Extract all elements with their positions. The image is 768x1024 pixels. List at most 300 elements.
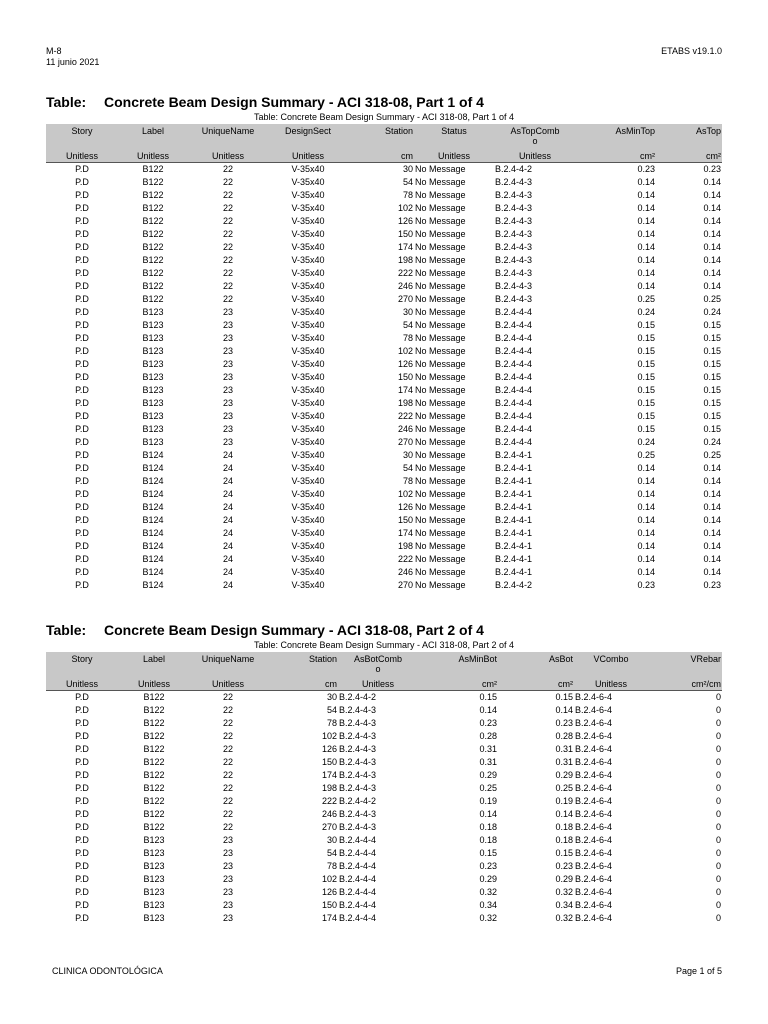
table-cell: 0.14 [637, 554, 655, 564]
table2-title [46, 622, 484, 638]
table-cell: V-35x40 [291, 229, 325, 239]
table-row [46, 704, 722, 717]
column-header: Story [46, 652, 118, 678]
table-row [46, 527, 722, 540]
table-cell: B.2.4-4-3 [495, 229, 533, 239]
table-cell: 0.14 [703, 463, 721, 473]
column-unit: cm² [576, 150, 656, 163]
table-cell: P.D [75, 424, 89, 434]
table-cell: 22 [222, 744, 233, 754]
table-row [46, 241, 722, 254]
table-cell: 126 [321, 744, 337, 754]
table-cell: P.D [75, 822, 89, 832]
table-cell: V-35x40 [291, 502, 325, 512]
table-cell: 0.31 [555, 744, 573, 754]
table-cell: B122 [143, 731, 165, 741]
table-cell: 23 [222, 900, 233, 910]
table-cell: 0 [715, 913, 721, 923]
table-cell: B.2.4-4-4 [339, 835, 377, 845]
table-cell: B.2.4-4-4 [495, 333, 533, 343]
table-row [46, 540, 722, 553]
table-cell: 0.15 [703, 385, 721, 395]
table-cell: B124 [142, 489, 164, 499]
table-cell: 22 [222, 731, 233, 741]
table-cell: No Message [415, 424, 466, 434]
table-row [46, 691, 722, 705]
table-cell: 23 [222, 835, 233, 845]
table-cell: 24 [222, 528, 233, 538]
table-cell: 0 [715, 809, 721, 819]
column-unit: Unitless [190, 678, 266, 691]
table-cell: 222 [321, 796, 337, 806]
table-cell: No Message [415, 346, 466, 356]
table-cell: 23 [222, 424, 233, 434]
table-cell: V-35x40 [291, 554, 325, 564]
table-cell: 0.14 [637, 242, 655, 252]
table-cell: 24 [222, 463, 233, 473]
table-cell: B122 [142, 281, 164, 291]
table-cell: 0.15 [703, 320, 721, 330]
column-unit: cm [348, 150, 414, 163]
table-cell: 30 [326, 835, 337, 845]
table-cell: 198 [397, 398, 413, 408]
table-cell: No Message [415, 359, 466, 369]
table-cell: V-35x40 [291, 216, 325, 226]
table-cell: No Message [415, 203, 466, 213]
table-cell: 0.14 [703, 476, 721, 486]
table-cell: 150 [397, 372, 413, 382]
column-unit: cm² [656, 150, 722, 163]
table-cell: 0.14 [703, 502, 721, 512]
table-cell: 0.14 [637, 489, 655, 499]
table2-title-text: Concrete Beam Design Summary - ACI 318-08, Part 2 of 4 [104, 622, 484, 638]
table-row [46, 332, 722, 345]
table-cell: 0.15 [703, 346, 721, 356]
table-cell: P.D [75, 372, 89, 382]
table-cell: 78 [402, 333, 413, 343]
table-row [46, 319, 722, 332]
table-cell: 0.15 [637, 359, 655, 369]
table-cell: B.2.4-4-1 [495, 554, 533, 564]
table-cell: 222 [397, 268, 413, 278]
table-row [46, 358, 722, 371]
table1-title [46, 94, 484, 110]
table-cell: 23 [222, 346, 233, 356]
table-cell: 0.29 [555, 874, 573, 884]
table-cell: 0.14 [703, 515, 721, 525]
table-cell: B.2.4-4-1 [495, 515, 533, 525]
table-cell: P.D [75, 835, 89, 845]
table-row [46, 189, 722, 202]
table-cell: V-35x40 [291, 541, 325, 551]
table-row [46, 267, 722, 280]
table-cell: P.D [75, 203, 89, 213]
document-code: M-8 [46, 46, 62, 56]
table-cell: P.D [75, 242, 89, 252]
table-cell: 270 [397, 294, 413, 304]
table-cell: 22 [222, 255, 233, 265]
table-cell: 102 [397, 346, 413, 356]
table-cell: P.D [75, 731, 89, 741]
table-cell: 0.18 [555, 822, 573, 832]
table-cell: 54 [326, 705, 337, 715]
table-cell: 0 [715, 744, 721, 754]
table-cell: 150 [397, 229, 413, 239]
table-cell: 0.31 [479, 757, 497, 767]
table-cell: 0.14 [555, 705, 573, 715]
table-row [46, 808, 722, 821]
table2-units-row [46, 678, 722, 691]
table-cell: 0.14 [637, 216, 655, 226]
table-cell: 22 [222, 177, 233, 187]
table-cell: 0.25 [555, 783, 573, 793]
table-cell: B.2.4-4-3 [339, 770, 377, 780]
table-cell: B.2.4-4-4 [339, 848, 377, 858]
table-cell: P.D [75, 476, 89, 486]
table-cell: B123 [142, 333, 164, 343]
table-cell: 270 [321, 822, 337, 832]
software-version: ETABS v19.1.0 [661, 46, 722, 56]
table-cell: 54 [402, 177, 413, 187]
table-row [46, 782, 722, 795]
table-cell: V-35x40 [291, 424, 325, 434]
table-cell: 22 [222, 718, 233, 728]
table-cell: 30 [402, 450, 413, 460]
table-cell: B123 [142, 398, 164, 408]
table-cell: B122 [143, 783, 165, 793]
table-cell: B.2.4-6-4 [575, 822, 613, 832]
table-cell: 78 [402, 476, 413, 486]
table-cell: 0.15 [637, 372, 655, 382]
table-cell: B.2.4-6-4 [575, 809, 613, 819]
column-header: AsMinBot [418, 652, 498, 678]
table-cell: V-35x40 [291, 567, 325, 577]
table-cell: P.D [75, 783, 89, 793]
column-header: DesignSect [268, 124, 348, 150]
column-unit: cm [266, 678, 338, 691]
table-cell: 22 [222, 203, 233, 213]
table-row [46, 860, 722, 873]
table-row [46, 202, 722, 215]
table-cell: 246 [397, 281, 413, 291]
column-header: VRebar [648, 652, 722, 678]
table-cell: 126 [321, 887, 337, 897]
table-cell: 0.15 [637, 333, 655, 343]
column-header: Label [118, 652, 190, 678]
table-cell: B123 [142, 385, 164, 395]
table-cell: B122 [143, 718, 165, 728]
footer-page-number: Page 1 of 5 [675, 966, 722, 976]
table1-caption: Table: Concrete Beam Design Summary - ACI 318-08, Part 1 of 4 [253, 112, 515, 122]
table-cell: B122 [142, 177, 164, 187]
table-cell: 150 [321, 900, 337, 910]
table-cell: B.2.4-4-3 [495, 268, 533, 278]
table-cell: 0.15 [479, 692, 497, 702]
table-cell: B122 [142, 255, 164, 265]
table-cell: B124 [142, 541, 164, 551]
table-cell: 22 [222, 294, 233, 304]
table-cell: 0.32 [555, 887, 573, 897]
design-summary-table-part2 [46, 652, 722, 925]
table-cell: 0.15 [479, 848, 497, 858]
table-cell: 0.14 [637, 190, 655, 200]
column-unit: Unitless [494, 150, 576, 163]
table-cell: P.D [75, 861, 89, 871]
table-cell: P.D [75, 692, 89, 702]
table-cell: P.D [75, 333, 89, 343]
table-cell: 0 [715, 900, 721, 910]
table-cell: 78 [402, 190, 413, 200]
table-cell: 174 [397, 385, 413, 395]
table-cell: 0.14 [703, 489, 721, 499]
table-cell: 24 [222, 580, 233, 590]
table-cell: 0.14 [703, 541, 721, 551]
table2-body [46, 691, 722, 926]
table-cell: B.2.4-4-4 [495, 372, 533, 382]
table-cell: No Message [415, 229, 466, 239]
column-header: AsBot [498, 652, 574, 678]
table-row [46, 834, 722, 847]
table-cell: B124 [142, 528, 164, 538]
table-cell: B.2.4-6-4 [575, 835, 613, 845]
table-cell: B.2.4-6-4 [575, 692, 613, 702]
table-cell: 0.14 [637, 463, 655, 473]
table-cell: V-35x40 [291, 437, 325, 447]
table-cell: B122 [143, 809, 165, 819]
table-cell: V-35x40 [291, 177, 325, 187]
table-cell: P.D [75, 216, 89, 226]
table-cell: B122 [142, 203, 164, 213]
table-cell: B124 [142, 476, 164, 486]
table-cell: No Message [415, 411, 466, 421]
table-cell: No Message [415, 567, 466, 577]
table-cell: B.2.4-4-4 [495, 307, 533, 317]
table-cell: B.2.4-6-4 [575, 705, 613, 715]
table-cell: No Message [415, 216, 466, 226]
table-cell: B.2.4-6-4 [575, 744, 613, 754]
table-cell: B123 [142, 346, 164, 356]
table-cell: 22 [222, 692, 233, 702]
table-cell: 22 [222, 216, 233, 226]
table-cell: 0.23 [637, 580, 655, 590]
table-cell: 22 [222, 783, 233, 793]
table-cell: B123 [143, 887, 165, 897]
table-cell: B.2.4-4-4 [339, 874, 377, 884]
table-cell: B.2.4-4-4 [339, 887, 377, 897]
table-cell: 150 [321, 757, 337, 767]
table-cell: V-35x40 [291, 164, 325, 174]
table-cell: B.2.4-6-4 [575, 796, 613, 806]
table-cell: 0.15 [637, 346, 655, 356]
table-cell: 0.14 [703, 528, 721, 538]
table-cell: 54 [326, 848, 337, 858]
table-cell: B.2.4-4-4 [339, 861, 377, 871]
table-cell: V-35x40 [291, 203, 325, 213]
table-cell: 222 [397, 411, 413, 421]
document-date: 11 junio 2021 [46, 57, 100, 67]
table-cell: B122 [142, 294, 164, 304]
table-cell: V-35x40 [291, 320, 325, 330]
table-cell: 0.29 [479, 770, 497, 780]
table-cell: 23 [222, 307, 233, 317]
table-cell: 0.25 [479, 783, 497, 793]
column-header: Station [348, 124, 414, 150]
table-cell: P.D [75, 887, 89, 897]
table-cell: 126 [397, 216, 413, 226]
table-cell: B.2.4-4-1 [495, 502, 533, 512]
table-cell: 0.19 [555, 796, 573, 806]
table-cell: 24 [222, 502, 233, 512]
table-cell: 0.14 [703, 567, 721, 577]
table-cell: 23 [222, 359, 233, 369]
table-cell: 174 [321, 913, 337, 923]
table-cell: B.2.4-4-4 [495, 398, 533, 408]
table-cell: 102 [321, 731, 337, 741]
table-cell: B.2.4-4-2 [339, 796, 377, 806]
table-cell: No Message [415, 294, 466, 304]
table-row [46, 410, 722, 423]
table-cell: P.D [75, 874, 89, 884]
table-cell: B.2.4-4-2 [495, 580, 533, 590]
table2-header-row [46, 652, 722, 678]
table-cell: B.2.4-4-3 [339, 757, 377, 767]
table-cell: B123 [142, 320, 164, 330]
table-cell: V-35x40 [291, 580, 325, 590]
table-row [46, 514, 722, 527]
column-header: UniqueName [190, 652, 266, 678]
table-row [46, 254, 722, 267]
table-row [46, 873, 722, 886]
table-cell: 0.23 [479, 718, 497, 728]
table-cell: 0.15 [703, 424, 721, 434]
table-cell: 22 [222, 268, 233, 278]
table-cell: B.2.4-6-4 [575, 874, 613, 884]
table-cell: 0.15 [555, 692, 573, 702]
column-header: AsMinTop [576, 124, 656, 150]
table-row [46, 756, 722, 769]
table-cell: B123 [142, 411, 164, 421]
table-cell: P.D [75, 437, 89, 447]
design-summary-table-part1 [46, 124, 722, 592]
table-cell: 0.14 [637, 203, 655, 213]
table-cell: P.D [75, 398, 89, 408]
table-cell: 30 [402, 307, 413, 317]
table-cell: B.2.4-4-3 [495, 177, 533, 187]
table-row [46, 769, 722, 782]
table-row [46, 553, 722, 566]
table-cell: B.2.4-4-3 [339, 744, 377, 754]
table-cell: 23 [222, 333, 233, 343]
table-row [46, 345, 722, 358]
column-unit: cm² [418, 678, 498, 691]
table-cell: B.2.4-6-4 [575, 783, 613, 793]
table-cell: V-35x40 [291, 463, 325, 473]
table-cell: 23 [222, 874, 233, 884]
table-cell: 0.28 [555, 731, 573, 741]
table-cell: No Message [415, 242, 466, 252]
table-cell: V-35x40 [291, 333, 325, 343]
table-cell: No Message [415, 489, 466, 499]
table-cell: 22 [222, 809, 233, 819]
table-cell: V-35x40 [291, 359, 325, 369]
table-cell: P.D [75, 190, 89, 200]
table-cell: B124 [142, 463, 164, 473]
table-cell: B.2.4-4-4 [339, 913, 377, 923]
table-cell: 0.25 [703, 450, 721, 460]
table-cell: P.D [75, 346, 89, 356]
table-cell: 0.23 [703, 580, 721, 590]
table-cell: 126 [397, 359, 413, 369]
table-cell: B123 [143, 848, 165, 858]
table-cell: B123 [143, 913, 165, 923]
column-unit: cm²/cm [648, 678, 722, 691]
table-cell: B.2.4-4-4 [495, 320, 533, 330]
table-cell: B.2.4-6-4 [575, 913, 613, 923]
table-cell: P.D [75, 744, 89, 754]
table-row [46, 449, 722, 462]
table-row [46, 717, 722, 730]
table-cell: 174 [321, 770, 337, 780]
table-row [46, 215, 722, 228]
table-cell: B123 [142, 372, 164, 382]
footer-project-name: CLINICA ODONTOLÓGICA [52, 966, 163, 976]
table-cell: P.D [75, 580, 89, 590]
table-cell: No Message [415, 372, 466, 382]
table-cell: P.D [75, 359, 89, 369]
table-cell: B.2.4-4-4 [339, 900, 377, 910]
table-cell: B.2.4-6-4 [575, 731, 613, 741]
table-cell: P.D [75, 489, 89, 499]
table-row [46, 566, 722, 579]
table-cell: 23 [222, 887, 233, 897]
table-cell: 0.14 [637, 268, 655, 278]
table-cell: 22 [222, 796, 233, 806]
table-cell: 0.14 [703, 203, 721, 213]
column-header: Story [46, 124, 118, 150]
table-cell: No Message [415, 333, 466, 343]
table-cell: No Message [415, 554, 466, 564]
table1-body [46, 163, 722, 593]
table-cell: 22 [222, 770, 233, 780]
table-cell: B.2.4-4-3 [339, 783, 377, 793]
table-cell: B122 [143, 770, 165, 780]
table-cell: 22 [222, 822, 233, 832]
table-cell: P.D [75, 177, 89, 187]
table-cell: B.2.4-6-4 [575, 718, 613, 728]
table-cell: 0.24 [637, 307, 655, 317]
table-row [46, 176, 722, 189]
table-cell: 0.32 [479, 887, 497, 897]
table-cell: 174 [397, 242, 413, 252]
table-cell: P.D [75, 913, 89, 923]
table-cell: 270 [397, 580, 413, 590]
table-cell: 0 [715, 770, 721, 780]
table-cell: No Message [415, 515, 466, 525]
table-cell: 126 [397, 502, 413, 512]
column-header: Label [118, 124, 188, 150]
table-cell: 0.28 [479, 731, 497, 741]
table-cell: 23 [222, 320, 233, 330]
table-row [46, 397, 722, 410]
table-cell: V-35x40 [291, 242, 325, 252]
table-cell: P.D [75, 900, 89, 910]
table-cell: V-35x40 [291, 346, 325, 356]
table-cell: 0.32 [479, 913, 497, 923]
table-cell: 0.14 [637, 281, 655, 291]
table-cell: 23 [222, 372, 233, 382]
table-row [46, 821, 722, 834]
table-cell: V-35x40 [291, 190, 325, 200]
